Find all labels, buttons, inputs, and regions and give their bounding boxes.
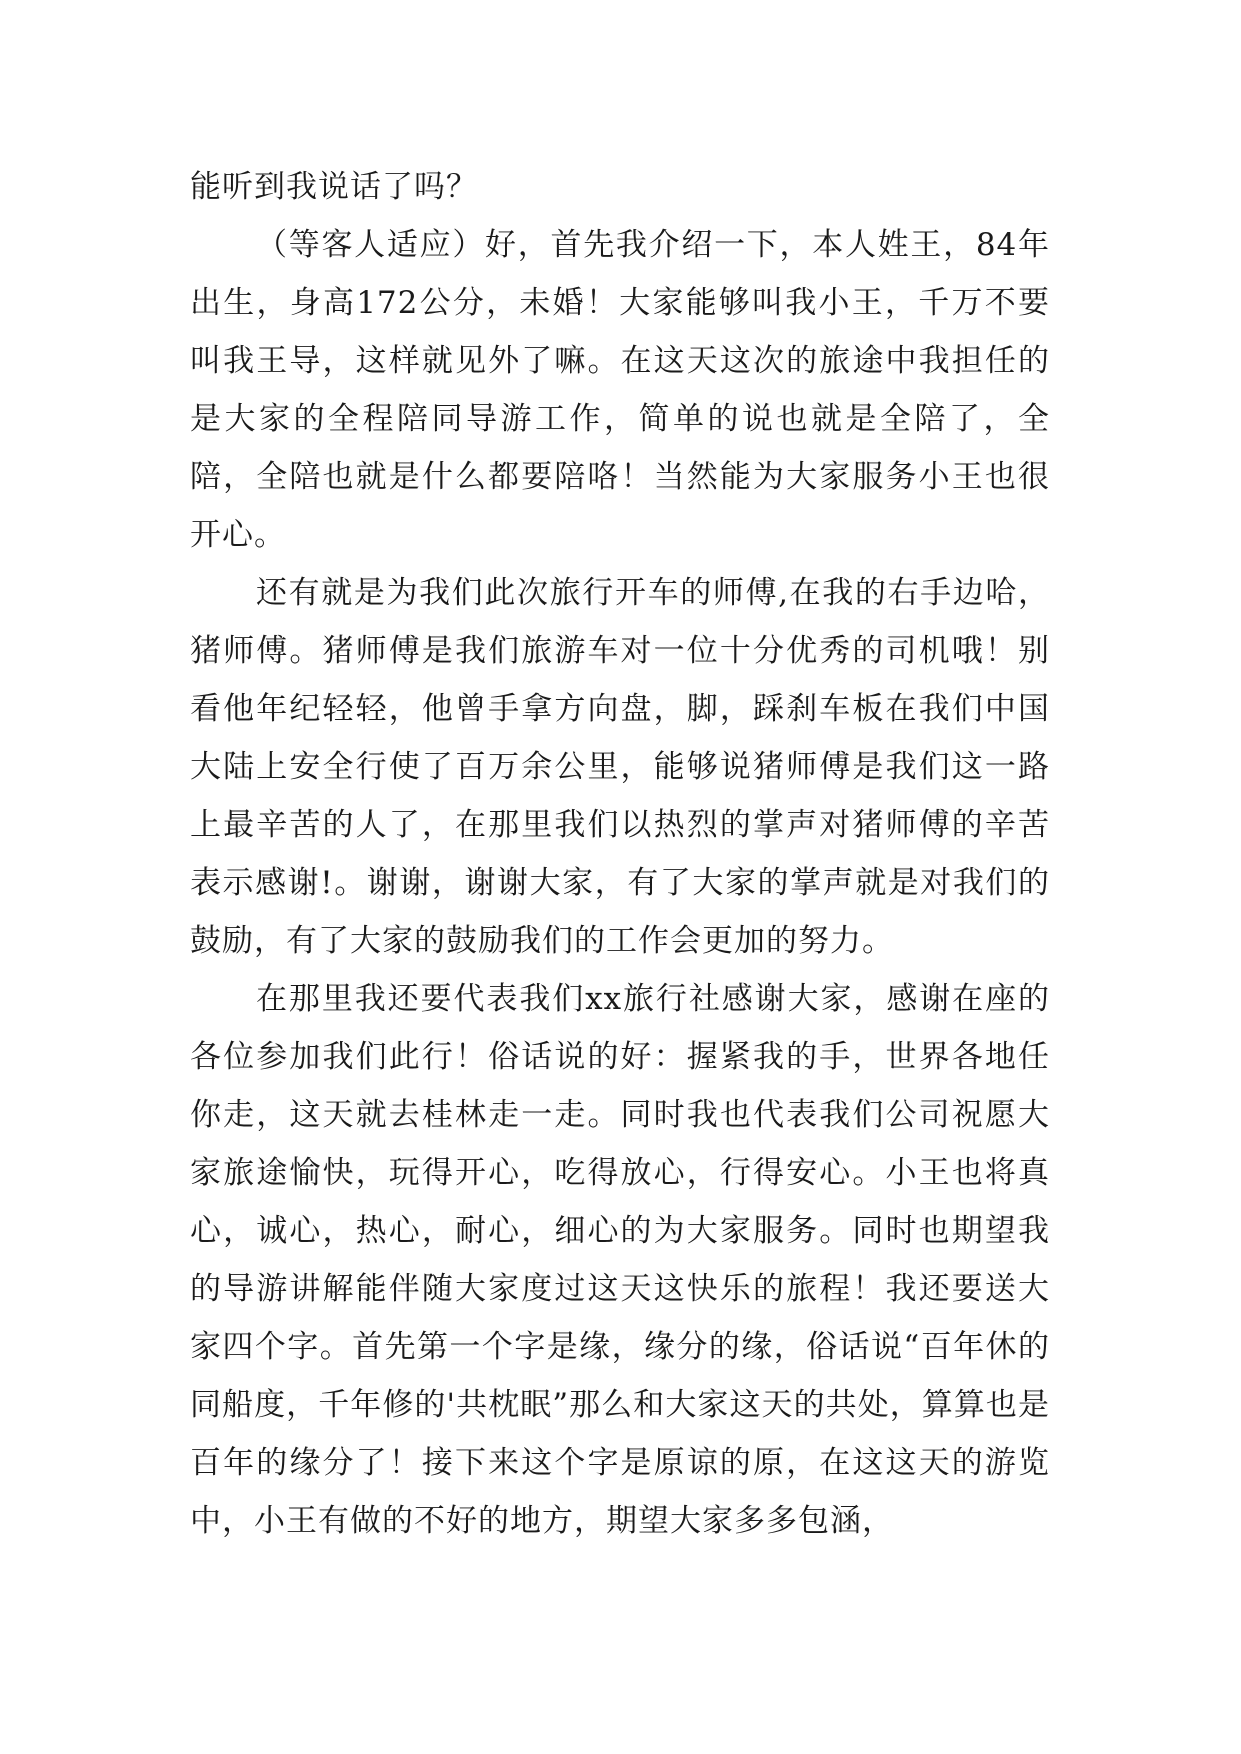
paragraph-driver: 还有就是为我们此次旅行开车的师傅,在我的右手边哈，猪师傅。猪师傅是我们旅游车对一位十分优秀的司机哦！别看他年纪轻轻，他曾手拿方向盘，脚，踩刹车板在我们中国大陆上安全行使了百万余公里，能够说猪师傅是我们这一路上最辛苦的人了，在那里我们以热烈的掌声对猪师傅的辛苦表示感谢!。谢谢，谢谢大家，有了大家的掌声就是对我们的鼓励，有了大家的鼓励我们的工作会更加的努力。 (190, 575, 1050, 959)
paragraph-welcome: 在那里我还要代表我们xx旅行社感谢大家，感谢在座的各位参加我们此行！俗话说的好：握紧我的手，世界各地任你走，这天就去桂林走一走。同时我也代表我们公司祝愿大家旅途愉快，玩得开心，吃得放心，行得安心。小王也将真心，诚心，热心，耐心，细心的为大家服务。同时也期望我的导游讲解能伴随大家度过这天这快乐的旅程！我还要送大家四个字。首先第一个字是缘，缘分的缘，俗话说“百年休的同船度，千年修的'共枕眠”那么和大家这天的共处，算算也是百年的缘分了！接下来这个字是原谅的原，在这这天的游览中，小王有做的不好的地方，期望大家多多包涵， (190, 981, 1050, 1539)
paragraph-continuation: 能听到我说话了吗？ (190, 169, 478, 205)
document-body (190, 158, 1050, 1550)
paragraph-introduction: （等客人适应）好，首先我介绍一下，本人姓王，84年出生，身高172公分，未婚！大家能够叫我小王，千万不要叫我王导，这样就见外了嘛。在这天这次的旅途中我担任的是大家的全程陪同导游工作，简单的说也就是全陪了，全陪，全陪也就是什么都要陪咯！当然能为大家服务小王也很开心。 (190, 227, 1050, 553)
